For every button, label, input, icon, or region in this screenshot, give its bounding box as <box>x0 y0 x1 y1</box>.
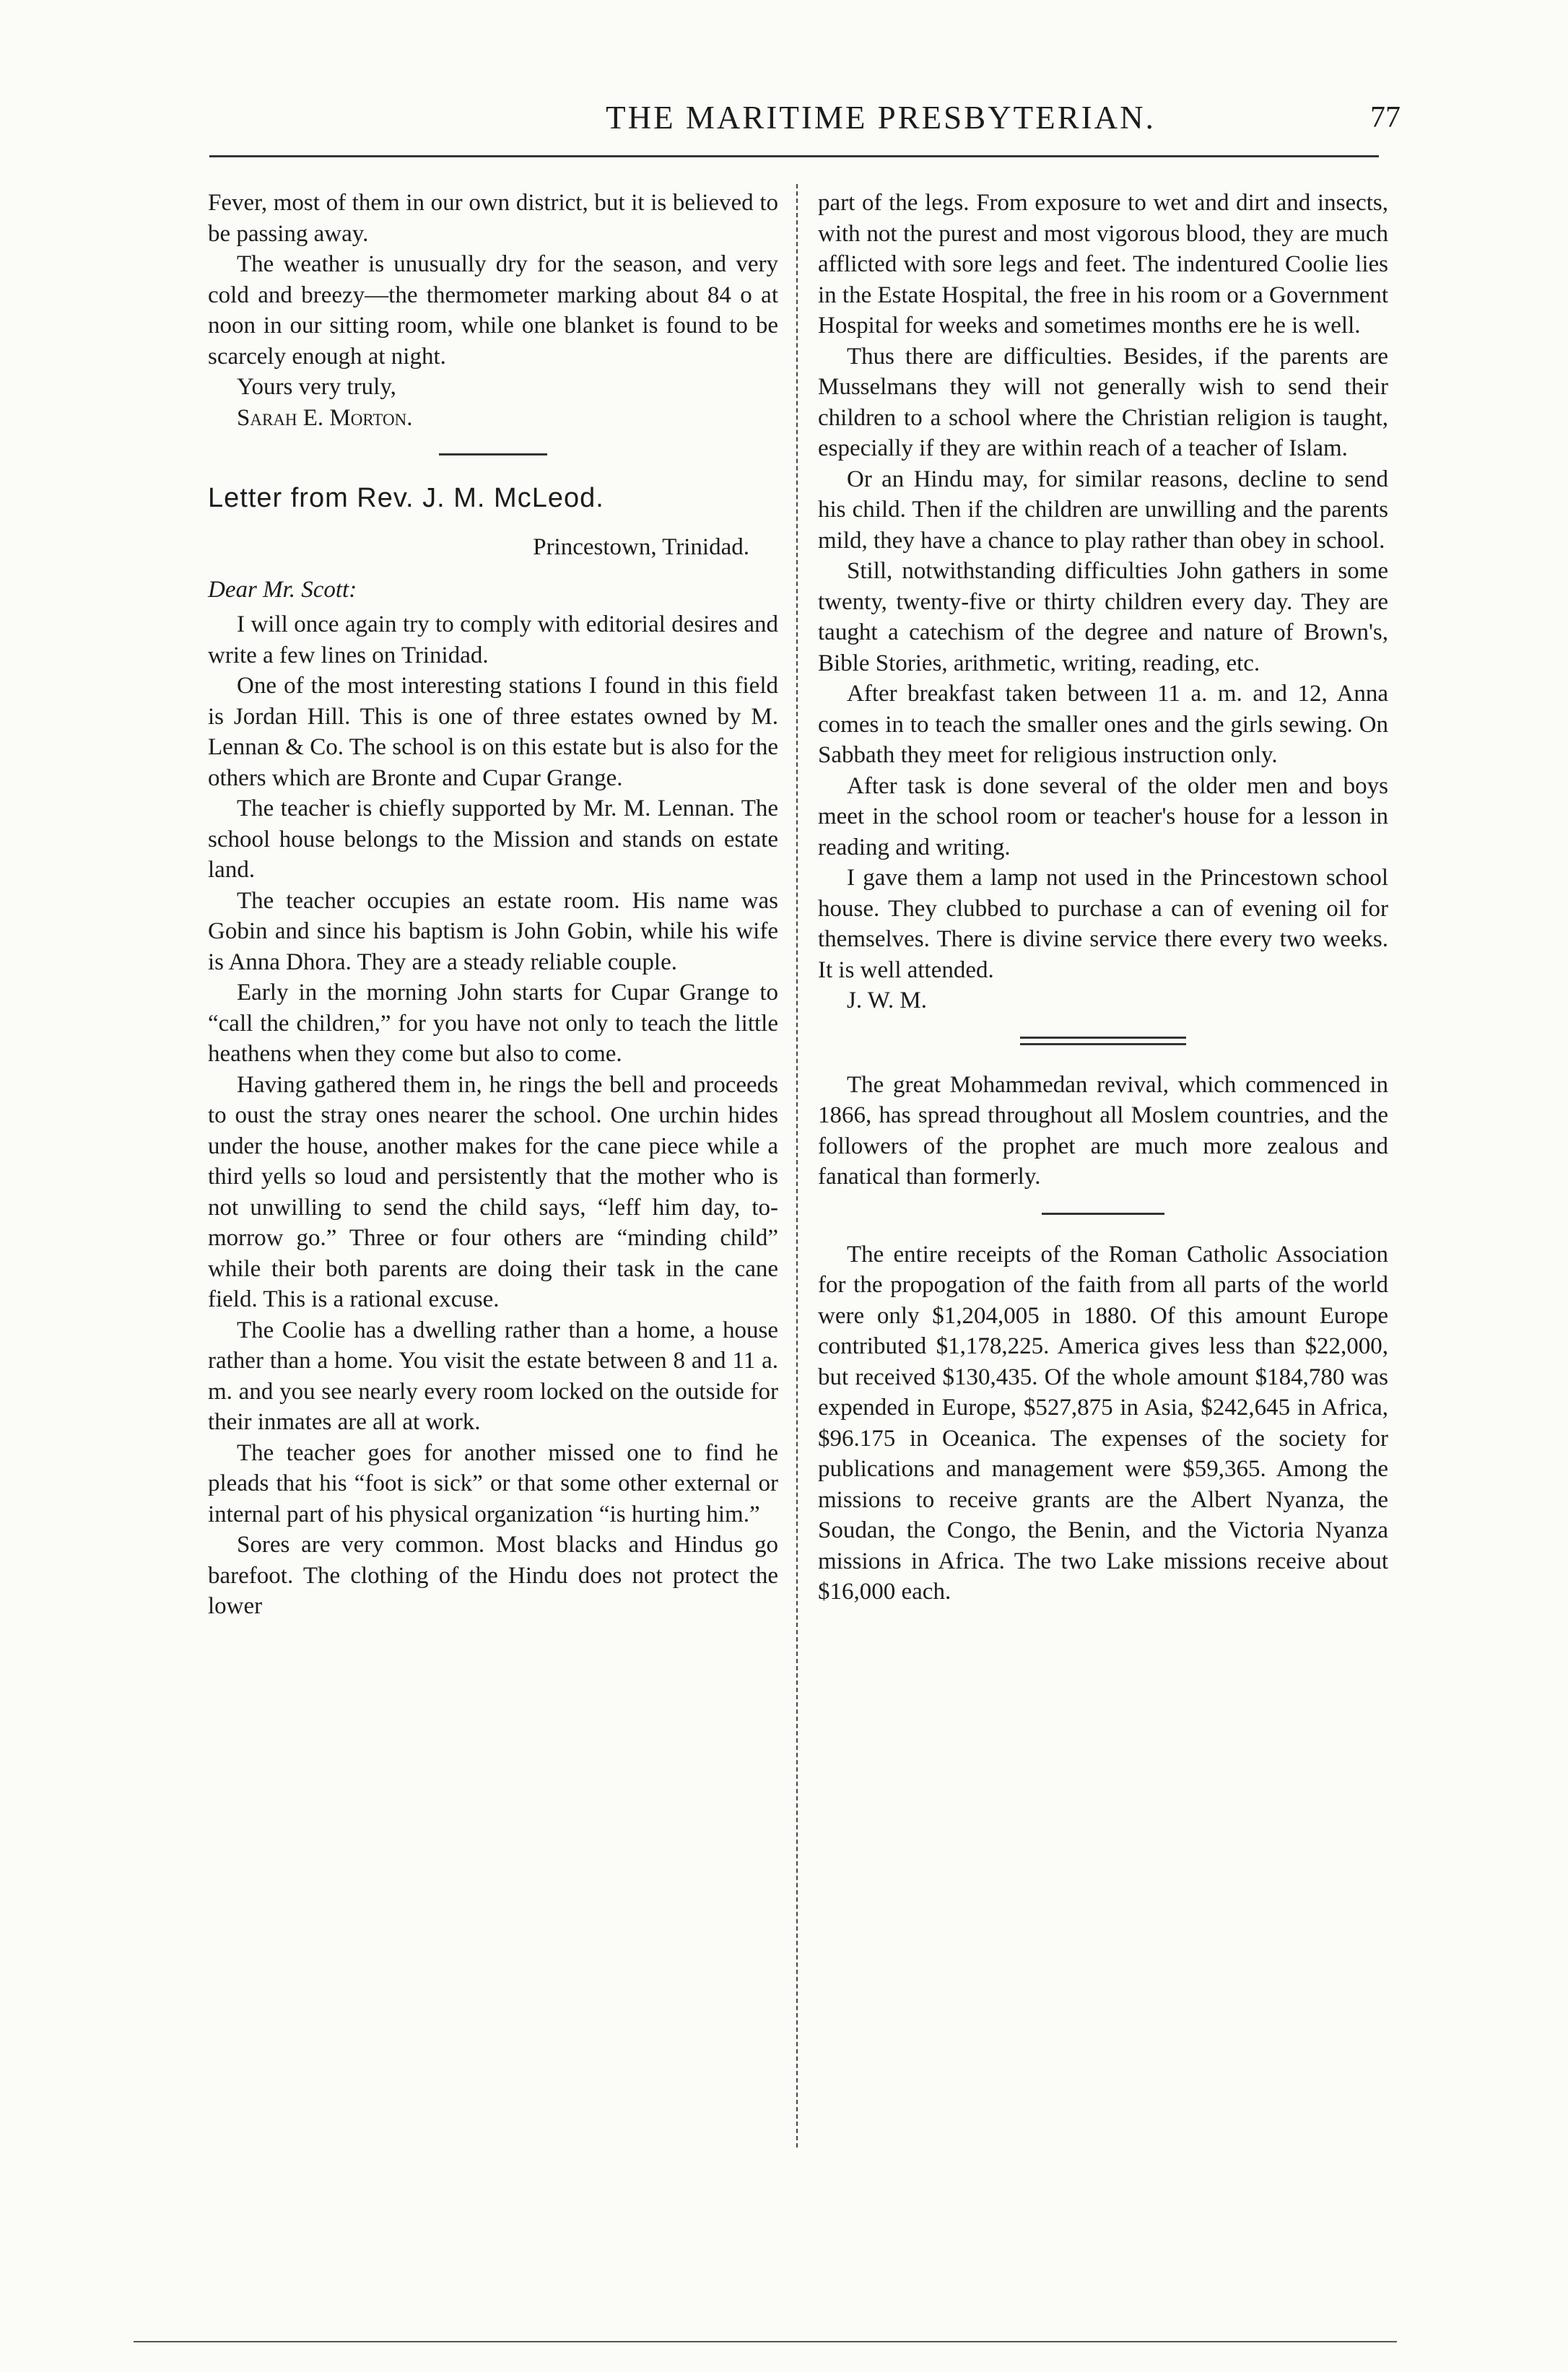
paragraph: The teacher occupies an estate room. His name was Gobin and since his baptism is John Gobin, while his wife is Anna Dhora. They are a steady reliable couple. <box>208 887 778 975</box>
paragraph: part of the legs. From exposure to wet and dirt and insects, with not the purest and most vigorous blood, they are much afflicted with sore legs and feet. The indentured Coolie lies in the Estate Hospital, the free in his room or a Government Hospital for weeks and sometimes months ere he is well. <box>818 190 1388 339</box>
paragraph: The teacher is chiefly supported by Mr. M. Lennan. The school house belongs to the Mission and stands on estate land. <box>208 795 778 883</box>
paragraph-receipts: The entire receipts of the Roman Catholic Association for the propogation of the faith from all parts of the world were only $1,204,005 in 1880. Of this amount Europe contributed $1,178,225. America gives less than $22,000, but received $130,435. Of the whole amount $184,780 was expended in Europe, $527,875 in Asia, $242,645 in Africa, $96.175 in Oceanica. The expenses of the society for publications and management were $59,365. Among the missions to receive grants are the Albert Nyanza, the Soudan, the Congo, the Benin, and the Victoria Nyanza missions in Africa. The two Lake missions receive about $16,000 each. <box>818 1241 1388 1605</box>
paragraph-fever: Fever, most of them in our own district, but it is believed to be passing away. <box>208 190 778 247</box>
salutation: Dear Mr. Scott: <box>208 576 357 603</box>
column-divider <box>796 184 798 2148</box>
paragraph: Thus there are difficulties. Besides, if the parents are Musselmans they will not generally wish to send their children to a school where the Christian religion is taught, especially if they are within reach of a teacher of Islam. <box>818 343 1388 461</box>
signature: Sarah E. Morton. <box>237 404 413 431</box>
left-column <box>208 188 778 1622</box>
paragraph: Early in the morning John starts for Cupar Grange to “call the children,” for you have not only to teach the little heathens when they come but also to come. <box>208 980 778 1067</box>
paragraph: Still, notwithstanding difficulties John gathers in some twenty, twenty-five or thirty children every day. They are taught a catechism of the degree and nature of Brown's, Bible Stories, arithmetic, writing, reading, etc. <box>818 558 1388 676</box>
paragraph: One of the most interesting stations I found in this field is Jordan Hill. This is one of three estates owned by M. Lennan & Co. The school is on this estate but is also for the others which are Bronte and Cupar Grange. <box>208 673 778 791</box>
double-separator <box>1020 1037 1186 1045</box>
closing: Yours very truly, <box>237 374 396 400</box>
paragraph: The teacher goes for another missed one to find he pleads that his “foot is sick” or that some other external or internal part of his physical organization “is hurting him.” <box>208 1439 778 1527</box>
right-column <box>818 188 1388 1608</box>
header-rule <box>209 155 1379 157</box>
paragraph: I will once again try to comply with editorial desires and write a few lines on Trinidad. <box>208 611 778 668</box>
paragraph: Having gathered them in, he rings the bell and proceeds to oust the stray ones nearer the school. One urchin hides under the house, another makes for the cane piece while a third yells so loud and persistently that the mother who is not unwilling to send the child says, “leff him day, to-morrow go.” Three or four others are “minding child” while their both parents are doing their task in the cane field. This is a rational excuse. <box>208 1071 778 1312</box>
paragraph-weather: The weather is unusually dry for the season, and very cold and breezy—the thermometer marking about 84 o at noon in our sitting room, while one blanket is found to be scarcely enough at night. <box>208 251 778 370</box>
paragraph-revival: The great Mohammedan revival, which commenced in 1866, has spread throughout all Moslem countries, and the followers of the prophet are much more zealous and fanatical than formerly. <box>818 1071 1388 1190</box>
section-separator <box>1042 1213 1164 1215</box>
initials: J. W. M. <box>847 987 927 1013</box>
bottom-rule <box>134 2341 1397 2342</box>
letter-place: Princestown, Trinidad. <box>533 534 749 560</box>
section-separator <box>439 453 547 455</box>
page-header <box>173 92 1401 143</box>
paragraph: Or an Hindu may, for similar reasons, decline to send his child. Then if the children are unwilling and the parents mild, they have a chance to play rather than obey in school. <box>818 466 1388 554</box>
paragraph: After breakfast taken between 11 a. m. and 12, Anna comes in to teach the smaller ones and the girls sewing. On Sabbath they meet for religious instruction only. <box>818 681 1388 768</box>
paragraph: Sores are very common. Most blacks and Hindus go barefoot. The clothing of the Hindu does not protect the lower <box>208 1532 778 1619</box>
paragraph: I gave them a lamp not used in the Princestown school house. They clubbed to purchase a can of evening oil for themselves. There is divine service there every two weeks. It is well attended. <box>818 865 1388 983</box>
page-number: 77 <box>1370 101 1401 134</box>
letter-title: Letter from Rev. J. M. McLeod. <box>208 483 604 513</box>
running-title: THE MARITIME PRESBYTERIAN. <box>606 100 1156 136</box>
paragraph: The Coolie has a dwelling rather than a home, a house rather than a home. You visit the estate between 8 and 11 a. m. and you see nearly every room locked on the outside for their inmates are all at work. <box>208 1317 778 1435</box>
paragraph: After task is done several of the older men and boys meet in the school room or teacher's house for a lesson in reading and writing. <box>818 772 1388 860</box>
